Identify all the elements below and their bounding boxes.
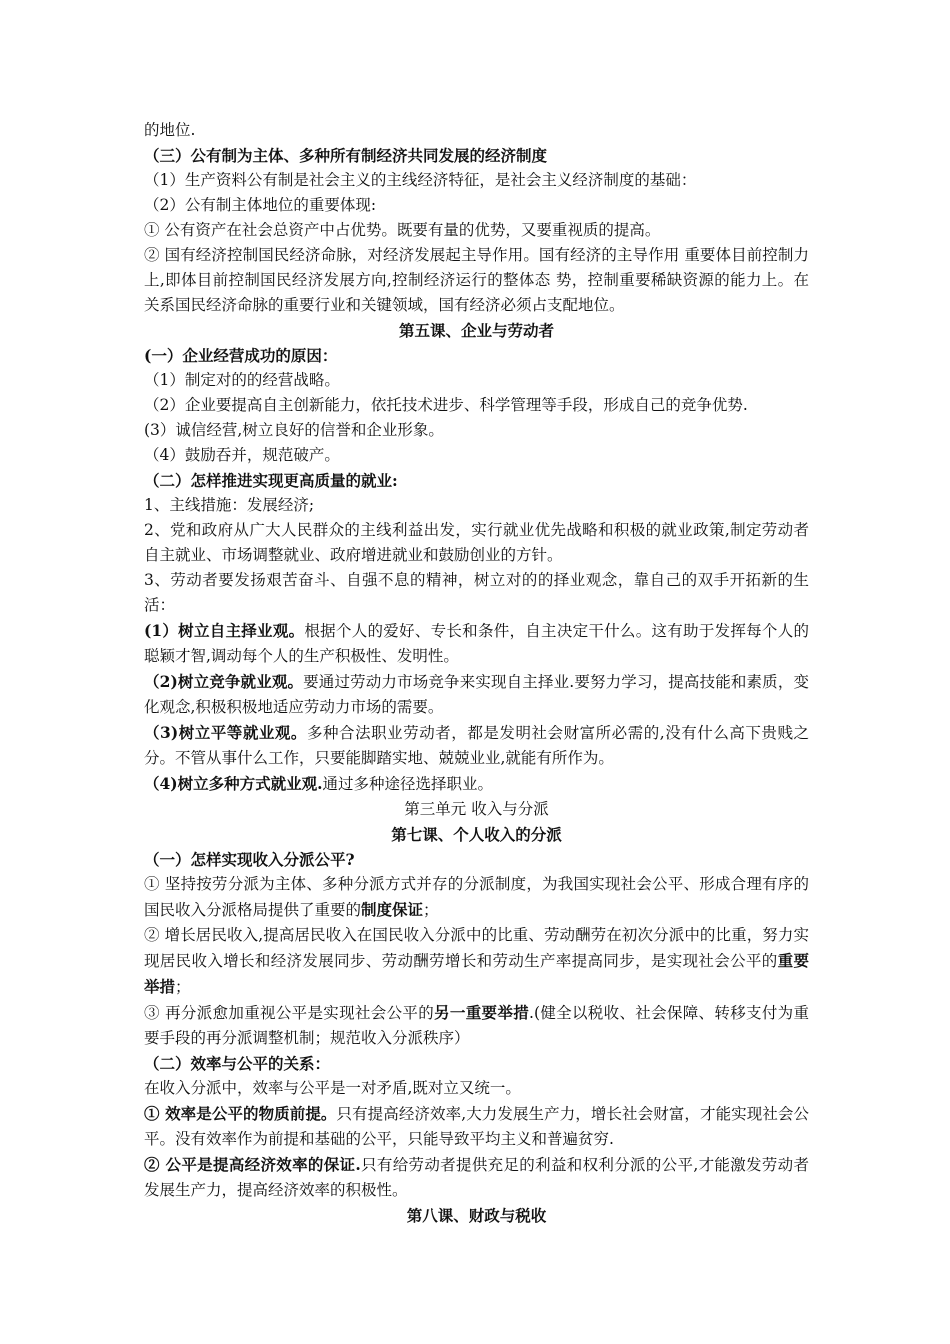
section-heading: (一）企业经营成功的原因： — [144, 346, 338, 365]
text: ② 增长居民收入,提高居民收入在国民收入分派中的比重、劳动酬劳在初次分派中的比重，努力实现居民收入增长和经济发展同步、劳动酬劳增长和劳动生产率提高同步，是实现社会公平的 — [144, 926, 809, 970]
bold-lead: ② 公平是提高经济效率的保证. — [144, 1155, 361, 1174]
paragraph — [144, 1101, 809, 1152]
bold-lead: （4)树立多种方式就业观. — [144, 774, 323, 793]
text: ③ 再分派愈加重视公平是实现社会公平的 — [144, 1004, 435, 1022]
section-heading: （三）公有制为主体、多种所有制经济共同发展的经济制度 — [144, 146, 548, 165]
paragraph: ① 公有资产在社会总资产中占优势。既要有量的优势，又要重视质的提高。 — [144, 221, 661, 239]
paragraph: （4）鼓励吞并，规范破产。 — [144, 446, 340, 464]
paragraph: 1、主线措施：发展经济; — [144, 496, 315, 514]
bold-lead: ① 效率是公平的物质前提。 — [144, 1104, 337, 1123]
paragraph — [144, 923, 809, 1000]
bold-term: 重要举措 — [144, 951, 809, 996]
text: .(健全以税收、社会保障、转移支付为重要手段的再分派调整机制；规范收入分派秩序） — [144, 1004, 809, 1047]
paragraph: （2）公有制主体地位的重要体现: — [144, 196, 377, 214]
text: 通过多种途径选择职业。 — [322, 775, 494, 793]
lesson-title: 第七课、个人收入的分派 — [391, 825, 562, 844]
paragraph: 在收入分派中，效率与公平是一对矛盾,既对立又统一。 — [144, 1079, 521, 1097]
bold-lead: （2)树立竞争就业观。 — [144, 672, 304, 691]
paragraph: （2）企业要提高自主创新能力，依托技术进步、科学管理等手段，形成自己的竞争优势. — [144, 396, 748, 414]
lesson-title: 第八课、财政与税收 — [406, 1206, 547, 1225]
section-heading: （一）怎样实现收入分派公平? — [144, 850, 355, 869]
text: ； — [175, 978, 191, 996]
paragraph: 2、党和政府从广大人民群众的主线利益出发，实行就业优先战略和积极的就业政策,制定劳动者自主就业、市场调整就业、政府增进就业和鼓励创业的方针。 — [144, 521, 809, 564]
text: 根据个人的爱好、专长和条件，自主决定干什么。这有助于发挥每个人的聪颖才智,调动每个人的生产积极性、发明性。 — [144, 622, 809, 665]
paragraph: （1）制定对的的经营战略。 — [144, 371, 340, 389]
text: 多种合法职业劳动者，都是发明社会财富所必需的,没有什么高下贵贱之分。不管从事什么工作，只要能脚踏实地、兢兢业业,就能有所作为。 — [144, 724, 810, 767]
paragraph — [144, 669, 809, 720]
paragraph — [144, 720, 809, 771]
document-page — [144, 118, 809, 1228]
text: ① 坚持按劳分派为主体、多种分派方式并存的分派制度，为我国实现社会公平、形成合理有序的国民收入分派格局提供了重要的 — [144, 875, 809, 919]
text: 只有给劳动者提供充足的利益和权利分派的公平,才能激发劳动者发展生产力，提高经济效率的积极性。 — [144, 1156, 809, 1199]
lesson-title: 第五课、企业与劳动者 — [398, 321, 554, 340]
paragraph — [144, 618, 809, 669]
section-heading: （二）效率与公平的关系： — [144, 1054, 331, 1073]
bold-lead: （3)树立平等就业观。 — [144, 723, 307, 742]
paragraph: ② 国有经济控制国民经济命脉，对经济发展起主导作用。国有经济的主导作用 重要体目前控制力上,即体目前控制国民经济发展方向,控制经济运行的整体态 势，控制重要稀缺资源的能力上。在关系国民经济命脉的重要行业和关键领域，国有经济必须占支配地位。 — [144, 246, 809, 314]
paragraph: 3、劳动者要发扬艰苦奋斗、自强不息的精神，树立对的的择业观念，靠自己的双手开拓新的生活： — [144, 571, 809, 614]
text: ； — [423, 901, 439, 919]
bold-lead: (1）树立自主择业观。 — [144, 621, 305, 640]
paragraph — [144, 1000, 809, 1051]
bold-term: 制度保证 — [361, 900, 424, 919]
paragraph — [144, 771, 809, 797]
text: 要通过劳动力市场竞争来实现自主择业.要努力学习，提高技能和素质，变化观念,积极积极地适应劳动力市场的需要。 — [144, 673, 809, 716]
paragraph: 的地位. — [144, 121, 196, 139]
text: 只有提高经济效率,大力发展生产力，增长社会财富，才能实现社会公平。没有效率作为前提和基础的公平，只能导致平均主义和普遍贫穷. — [144, 1105, 809, 1148]
paragraph — [144, 1152, 809, 1203]
unit-title: 第三单元 收入与分派 — [404, 800, 549, 818]
paragraph: (3）诚信经营,树立良好的信誉和企业形象。 — [144, 421, 444, 439]
section-heading: （二）怎样推进实现更高质量的就业: — [144, 471, 398, 490]
bold-term: 另一重要举措 — [434, 1003, 530, 1022]
paragraph — [144, 872, 809, 923]
paragraph: （1）生产资料公有制是社会主义的主线经济特征，是社会主义经济制度的基础： — [144, 171, 697, 189]
